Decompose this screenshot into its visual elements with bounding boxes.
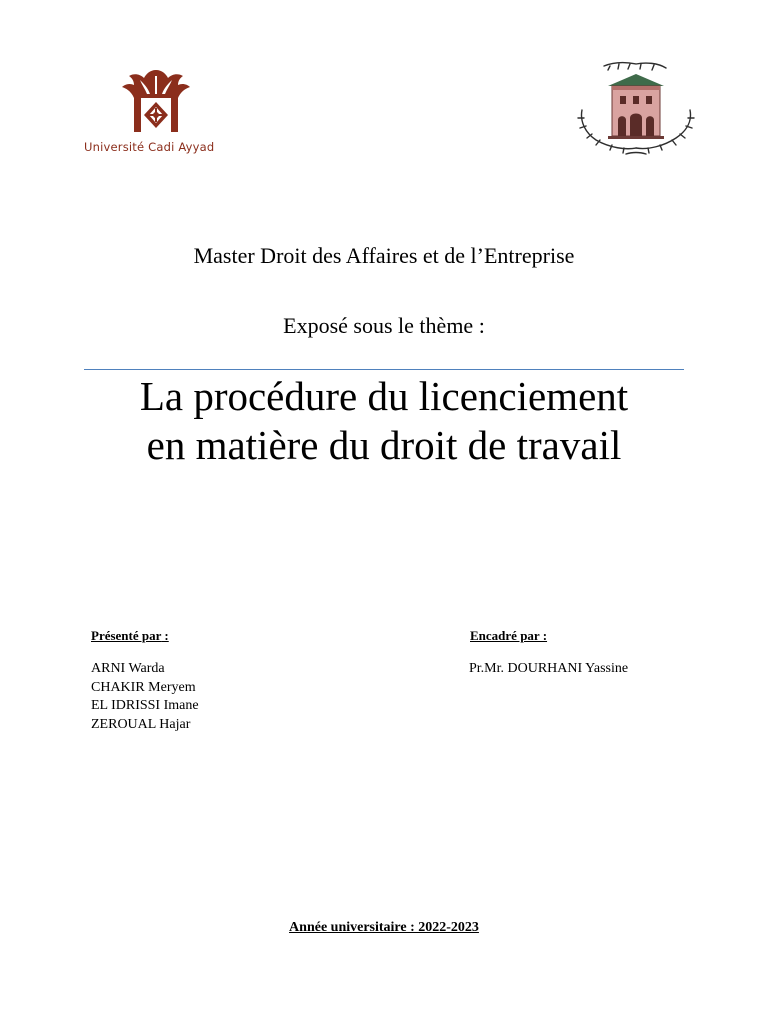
student-names-list — [91, 660, 199, 734]
student-name: CHAKIR Meryem — [91, 679, 196, 695]
document-title — [0, 372, 768, 470]
university-name: Université Cadi Ayyad — [84, 140, 215, 154]
cadi-ayyad-emblem-icon — [120, 66, 192, 134]
faculty-building-emblem-icon — [574, 60, 698, 160]
title-line-2: en matière du droit de travail — [146, 422, 622, 468]
supervised-by-heading: Encadré par : — [470, 628, 548, 643]
presented-by-heading — [91, 628, 169, 644]
presented-by-colon: : — [161, 628, 169, 643]
student-name: ZEROUAL Hajar — [91, 716, 191, 732]
student-name: EL IDRISSI Imane — [91, 698, 199, 713]
title-line-1: La procédure du licenciement — [139, 373, 629, 419]
title-divider — [84, 369, 684, 370]
program-title: Master Droit des Affaires et de l’Entreprise — [193, 243, 575, 268]
student-name: ARNI Warda — [91, 661, 165, 676]
theme-intro: Exposé sous le thème : — [283, 313, 485, 338]
presented-by-label: Présenté par — [91, 628, 162, 643]
supervisor-name: Pr.Mr. DOURHANI Yassine — [469, 661, 629, 676]
academic-year: Année universitaire : 2022-2023 — [289, 920, 479, 935]
cadi-ayyad-logo — [84, 66, 229, 158]
faculty-logo — [574, 60, 698, 160]
